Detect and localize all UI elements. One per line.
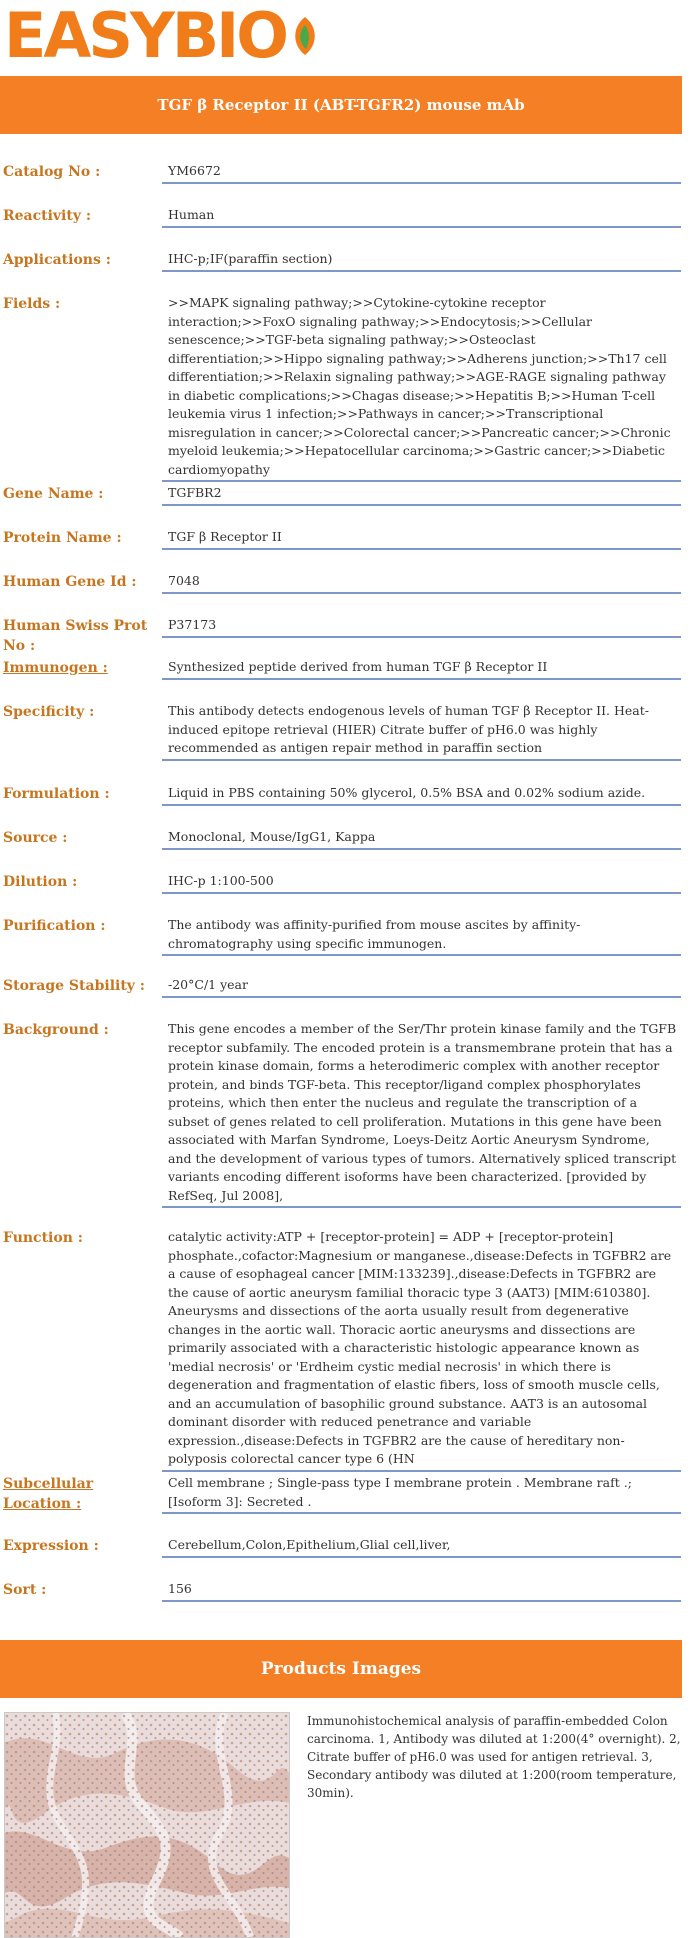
field-value: This gene encodes a member of the Ser/Thr protein kinase family and the TGFB receptor subfamily. The encoded protein is a transmembrane protein that has a protein kinase domain, forms a heterodimeric complex with another receptor protein, and binds TGF-beta. This receptor/ligand complex phosphorylates proteins, which then enter the nucleus and regulate the transcription of a subset of genes related to cell proliferation. Mutations in this gene have been associated with Marfan Syndrome, Loeys-Deitz Aortic Aneurysm Syndrome, and the development of various types of tumors. Alternatively spliced transcript variants encoding different isoforms have been characterized. [provided by RefSeq, Jul 2008],: [162, 1020, 681, 1208]
field-label: Formulation :: [3, 786, 110, 802]
field-label: Sort :: [3, 1582, 47, 1598]
field-value: Human: [162, 206, 681, 228]
field-label: Fields :: [3, 296, 61, 312]
field-value: TGF β Receptor II: [162, 528, 681, 550]
field-value: IHC-p;IF(paraffin section): [162, 250, 681, 272]
field-label: Immunogen :: [3, 660, 108, 676]
tissue-stain-image: [5, 1713, 289, 1937]
field-label: Protein Name :: [3, 530, 122, 546]
products-images-banner: [0, 1640, 682, 1698]
field-label: Specificity :: [3, 704, 95, 720]
field-label: Applications :: [3, 252, 111, 268]
field-label: Storage Stability :: [3, 978, 145, 994]
field-value: catalytic activity:ATP + [receptor-protein] = ADP + [receptor-protein] phosphate.,cofactor:Magnesium or manganese.,disease:Defects in TGFBR2 are a cause of esophageal cancer [MIM:133239].,disease:Defects in TGFBR2 are the cause of aortic aneurysm familial thoracic type 3 (AAT3) [MIM:610380]. Aneurysms and dissections of the aorta usually result from degenerative changes in the aortic wall. Thoracic aortic aneurysms and dissections are primarily associated with a characteristic histologic appearance known as 'medial necrosis' or 'Erdheim cystic medial necrosis' in which there is degeneration and fragmentation of elastic fibers, loss of smooth muscle cells, and an accumulation of basophilic ground substance. AAT3 is an autosomal dominant disorder with reduced penetrance and variable expression.,disease:Defects in TGFBR2 are the cause of hereditary non-polyposis colorectal cancer type 6 (HN: [162, 1228, 681, 1472]
easybio-logo: [4, 0, 322, 72]
field-label: Source :: [3, 830, 68, 846]
field-label: Subcellular Location :: [3, 1476, 94, 1512]
product-title: TGF β Receptor II (ABT-TGFR2) mouse mAb: [157, 96, 525, 114]
field-value: Synthesized peptide derived from human TGF β Receptor II: [162, 658, 681, 680]
leaf-icon: [288, 15, 322, 57]
field-value: The antibody was affinity-purified from mouse ascites by affinity-chromatography using specific immunogen.: [162, 916, 681, 956]
field-label: Dilution :: [3, 874, 78, 890]
field-value: 156: [162, 1580, 681, 1602]
field-label: Catalog No :: [3, 164, 101, 180]
field-label: Human Swiss Prot No :: [3, 618, 148, 654]
field-label: Human Gene Id :: [3, 574, 137, 590]
field-value: Cerebellum,Colon,Epithelium,Glial cell,liver,: [162, 1536, 681, 1558]
products-images-title: Products Images: [260, 1659, 422, 1679]
product-title-banner: [0, 76, 682, 134]
field-value: This antibody detects endogenous levels of human TGF β Receptor II. Heat-induced epitope retrieval (HIER) Citrate buffer of pH6.0 was highly recommended as antigen repair method in paraffin section: [162, 702, 681, 761]
field-value: IHC-p 1:100-500: [162, 872, 681, 894]
field-label: Purification :: [3, 918, 106, 934]
field-label: Reactivity :: [3, 208, 92, 224]
field-value: Monoclonal, Mouse/IgG1, Kappa: [162, 828, 681, 850]
field-value: >>MAPK signaling pathway;>>Cytokine-cytokine receptor interaction;>>FoxO signaling pathway;>>Endocytosis;>>Cellular senescence;>>TGF-beta signaling pathway;>>Osteoclast differentiation;>>Hippo signaling pathway;>>Adherens junction;>>Th17 cell differentiation;>>Relaxin signaling pathway;>>AGE-RAGE signaling pathway in diabetic complications;>>Chagas disease;>>Hepatitis B;>>Human T-cell leukemia virus 1 infection;>>Pathways in cancer;>>Transcriptional misregulation in cancer;>>Colorectal cancer;>>Pancreatic cancer;>>Chronic myeloid leukemia;>>Hepatocellular carcinoma;>>Gastric cancer;>>Diabetic cardiomyopathy: [162, 294, 681, 482]
field-value: YM6672: [162, 162, 681, 184]
field-value: TGFBR2: [162, 484, 681, 506]
field-value: Cell membrane ; Single-pass type I membrane protein . Membrane raft .; [Isoform 3]: Secreted .: [162, 1474, 681, 1514]
field-value: P37173: [162, 616, 681, 638]
image-caption: Immunohistochemical analysis of paraffin-embedded Colon carcinoma. 1, Antibody was diluted at 1:200(4° overnight). 2, Citrate buffer of pH6.0 was used for antigen retrieval. 3, Secondary antibody was diluted at 1:200(room temperature, 30min).: [307, 1714, 681, 1800]
field-value: 7048: [162, 572, 681, 594]
field-value: Liquid in PBS containing 50% glycerol, 0.5% BSA and 0.02% sodium azide.: [162, 784, 681, 806]
field-label: Gene Name :: [3, 486, 104, 502]
field-label: Background :: [3, 1022, 109, 1038]
field-value: -20°C/1 year: [162, 976, 681, 998]
field-label: Function :: [3, 1230, 83, 1246]
brand-name: EASYBIO: [4, 0, 286, 72]
ihc-image: [4, 1712, 290, 1938]
field-label: Expression :: [3, 1538, 99, 1554]
